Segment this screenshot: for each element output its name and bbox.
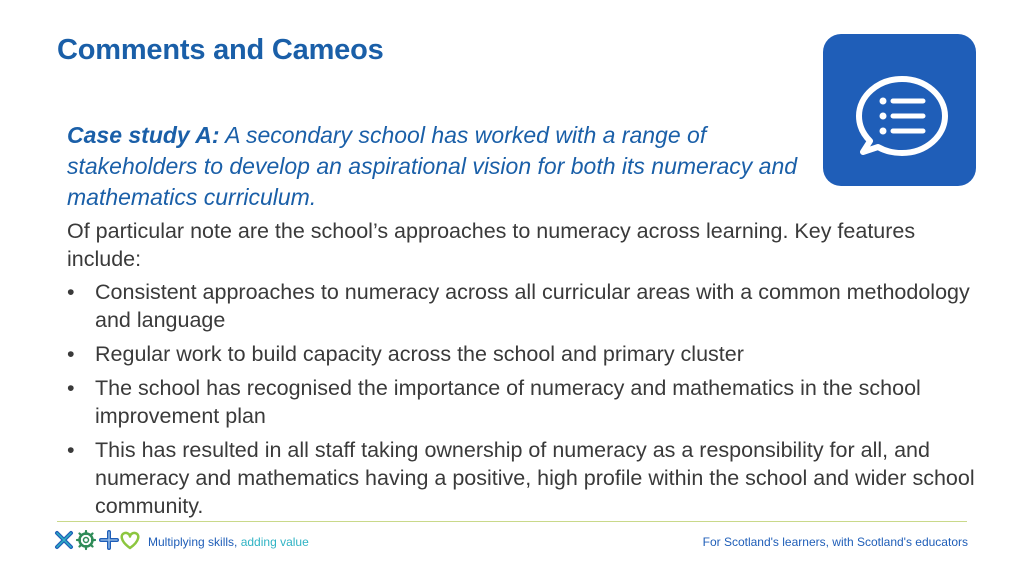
- case-study-label: Case study A:: [67, 122, 220, 148]
- bullet-icon: •: [67, 376, 75, 400]
- cross-icon: [57, 533, 71, 547]
- list-item-text: Regular work to build capacity across the school and primary cluster: [95, 342, 744, 366]
- chat-list-icon: [823, 34, 976, 186]
- tagline-main: Multiplying skills,: [148, 535, 238, 549]
- list-item: [67, 278, 987, 334]
- bullet-icon: •: [67, 438, 75, 462]
- footer-tagline: [148, 535, 309, 549]
- list-item-text: The school has recognised the importance of numeracy and mathematics in the school improvement plan: [95, 376, 921, 428]
- plus-icon: [101, 532, 117, 548]
- feature-list: [67, 278, 987, 520]
- list-item-text: This has resulted in all staff taking ownership of numeracy as a responsibility for all, and numeracy and mathematics having a positive, high profile within the school and wider school community.: [95, 438, 975, 518]
- footer-logo: [54, 530, 140, 552]
- footer-slogan: For Scotland's learners, with Scotland's educators: [702, 535, 968, 549]
- footer-divider: [57, 521, 967, 522]
- case-study-text: A secondary school has worked with a range of stakeholders to develop an aspirational vision for both its numeracy and mathematics curriculum.: [67, 122, 798, 210]
- list-item: [67, 436, 987, 520]
- list-item: [67, 374, 987, 430]
- tagline-accent: adding value: [240, 535, 309, 549]
- bullet-icon: •: [67, 342, 75, 366]
- page-title: Comments and Cameos: [57, 34, 384, 66]
- body-content: [67, 217, 987, 526]
- case-study-heading: [67, 120, 827, 213]
- list-item: [67, 340, 987, 368]
- gear-icon: [77, 531, 95, 549]
- bullet-icon: •: [67, 280, 75, 304]
- heart-icon: [122, 533, 139, 548]
- intro-paragraph: Of particular note are the school’s approaches to numeracy across learning. Key features include:: [67, 219, 916, 271]
- list-item-text: Consistent approaches to numeracy across all curricular areas with a common methodology and language: [95, 280, 970, 332]
